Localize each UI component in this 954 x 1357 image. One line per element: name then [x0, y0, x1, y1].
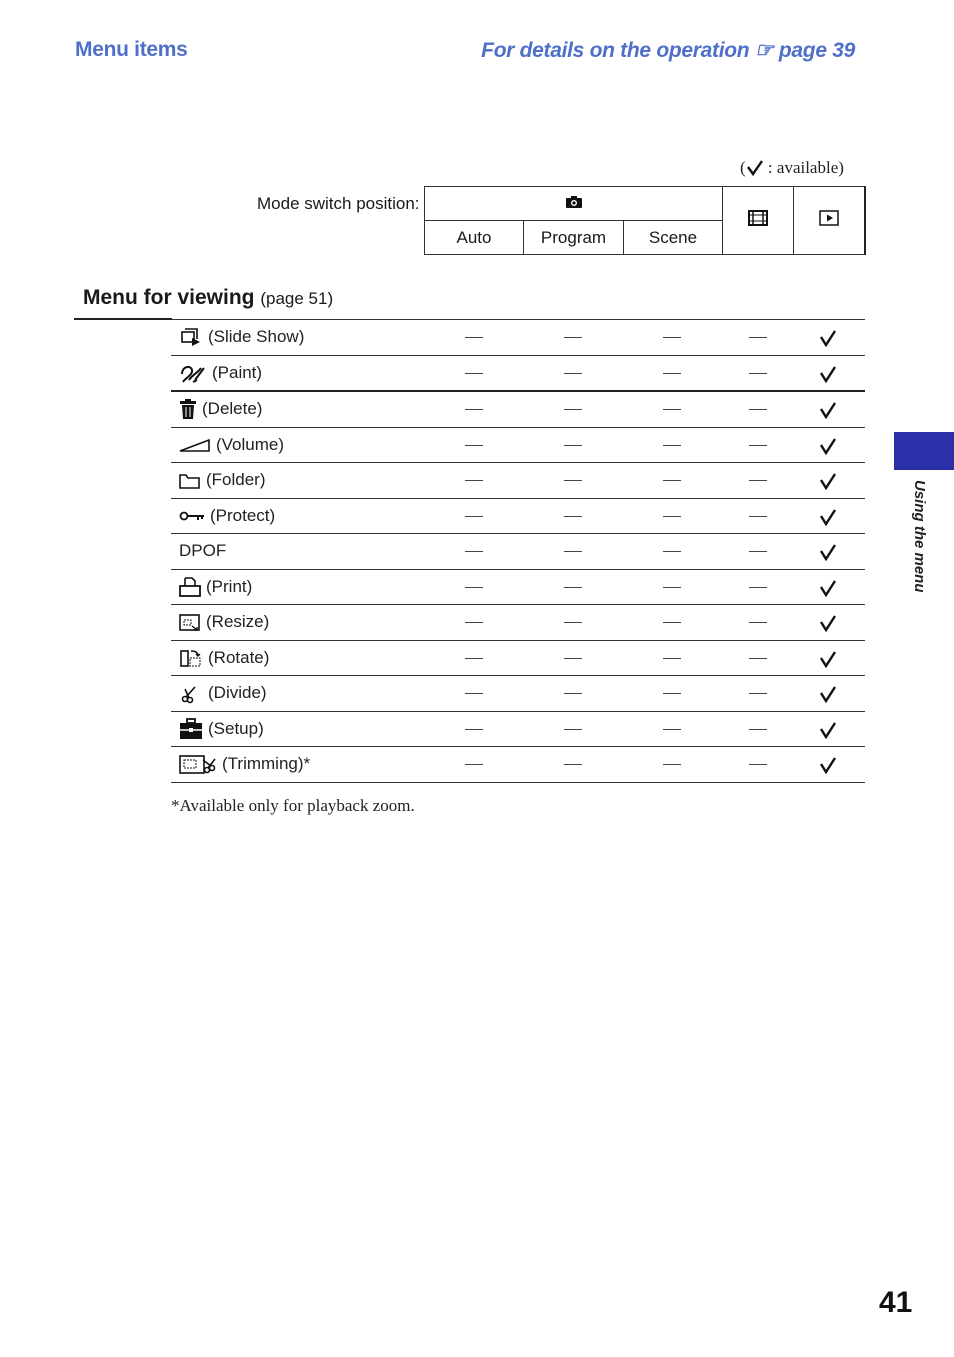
unavailable-dash — [564, 516, 582, 517]
camera-mode-cell — [425, 187, 723, 221]
unavailable-dash — [663, 516, 681, 517]
unavailable-dash — [749, 622, 767, 623]
list-item — [171, 570, 865, 606]
unavailable-dash — [663, 587, 681, 588]
item-label: (Trimming)* — [222, 754, 311, 774]
item-label: (Rotate) — [208, 647, 270, 667]
camera-icon — [565, 195, 583, 209]
unavailable-dash — [465, 409, 483, 410]
list-item — [171, 534, 865, 570]
unavailable-dash — [465, 658, 483, 659]
check-icon — [819, 543, 837, 561]
item-label: (Divide) — [208, 683, 267, 703]
unavailable-dash — [564, 658, 582, 659]
unavailable-dash — [749, 658, 767, 659]
unavailable-dash — [663, 693, 681, 694]
list-item — [171, 499, 865, 535]
mode-switch-label: Mode switch position: — [257, 194, 420, 213]
viewing-menu-title — [83, 286, 333, 310]
mode-auto: Auto — [425, 221, 524, 255]
item-label: (Paint) — [212, 362, 263, 382]
list-item — [171, 428, 865, 464]
item-label: (Delete) — [202, 399, 263, 419]
availability-legend — [740, 158, 844, 178]
item-name — [179, 356, 262, 391]
folder-icon — [179, 469, 201, 491]
check-icon — [819, 329, 837, 347]
unavailable-dash — [663, 337, 681, 338]
check-icon — [819, 508, 837, 526]
check-icon — [819, 685, 837, 703]
print-icon — [179, 576, 201, 598]
unavailable-dash — [564, 551, 582, 552]
item-name — [179, 392, 262, 427]
list-item — [171, 392, 865, 428]
item-label: (Print) — [206, 576, 253, 596]
list-item — [171, 356, 865, 393]
check-icon — [819, 472, 837, 490]
unavailable-dash — [564, 409, 582, 410]
item-name — [179, 499, 275, 534]
item-name — [179, 747, 310, 782]
unavailable-dash — [465, 693, 483, 694]
page-number: 41 — [879, 1286, 913, 1319]
list-item — [171, 320, 865, 356]
unavailable-dash — [465, 587, 483, 588]
item-name — [179, 570, 252, 605]
unavailable-dash — [749, 693, 767, 694]
unavailable-dash — [663, 729, 681, 730]
unavailable-dash — [749, 764, 767, 765]
mode-program: Program — [524, 221, 624, 255]
unavailable-dash — [465, 729, 483, 730]
check-icon — [819, 614, 837, 632]
unavailable-dash — [749, 337, 767, 338]
movie-icon — [748, 210, 768, 226]
item-label: (Volume) — [216, 434, 285, 454]
unavailable-dash — [465, 445, 483, 446]
unavailable-dash — [465, 764, 483, 765]
playback-mode-cell — [794, 187, 866, 255]
check-icon — [819, 650, 837, 668]
unavailable-dash — [749, 729, 767, 730]
footnote: *Available only for playback zoom. — [171, 796, 415, 815]
check-icon — [819, 721, 837, 739]
unavailable-dash — [749, 445, 767, 446]
toolbox-icon — [179, 718, 203, 740]
item-name — [179, 534, 226, 569]
item-label: (Setup) — [208, 718, 264, 738]
unavailable-dash — [465, 516, 483, 517]
unavailable-dash — [663, 658, 681, 659]
item-label: DPOF — [179, 541, 227, 561]
list-item — [171, 712, 865, 748]
unavailable-dash — [564, 693, 582, 694]
unavailable-dash — [663, 409, 681, 410]
rotate-icon — [179, 647, 203, 669]
movie-mode-cell — [723, 187, 794, 255]
scissors-icon — [179, 682, 203, 704]
unavailable-dash — [749, 373, 767, 374]
list-item — [171, 641, 865, 677]
unavailable-dash — [663, 480, 681, 481]
mode-switch-table — [424, 186, 866, 255]
unavailable-dash — [465, 622, 483, 623]
slideshow-icon — [179, 326, 203, 348]
item-name — [179, 605, 269, 640]
trash-icon — [179, 398, 197, 420]
unavailable-dash — [663, 373, 681, 374]
item-name — [179, 712, 264, 747]
unavailable-dash — [564, 337, 582, 338]
item-name — [179, 320, 304, 355]
operation-reference: For details on the operation ☞ page 39 — [481, 39, 855, 62]
unavailable-dash — [465, 480, 483, 481]
resize-icon — [179, 611, 201, 633]
item-label: (Folder) — [206, 470, 266, 490]
unavailable-dash — [465, 337, 483, 338]
legend-open-paren: ( — [740, 158, 746, 177]
playback-icon — [819, 210, 839, 226]
unavailable-dash — [663, 551, 681, 552]
list-item — [171, 463, 865, 499]
unavailable-dash — [564, 445, 582, 446]
trimming-icon — [179, 753, 217, 775]
unavailable-dash — [564, 480, 582, 481]
list-item — [171, 747, 865, 783]
item-label: (Slide Show) — [208, 327, 305, 347]
unavailable-dash — [749, 587, 767, 588]
key-icon — [179, 505, 205, 527]
unavailable-dash — [663, 445, 681, 446]
check-icon — [819, 437, 837, 455]
unavailable-dash — [465, 373, 483, 374]
unavailable-dash — [564, 764, 582, 765]
unavailable-dash — [564, 373, 582, 374]
unavailable-dash — [564, 622, 582, 623]
unavailable-dash — [749, 551, 767, 552]
viewing-menu-page-ref: (page 51) — [260, 289, 334, 308]
item-label: (Protect) — [210, 505, 276, 525]
unavailable-dash — [663, 764, 681, 765]
volume-icon — [179, 434, 211, 456]
unavailable-dash — [564, 587, 582, 588]
item-name — [179, 676, 267, 711]
check-icon — [819, 401, 837, 419]
list-item — [171, 605, 865, 641]
check-icon — [819, 756, 837, 774]
list-item — [171, 676, 865, 712]
check-icon — [746, 160, 764, 176]
viewing-menu-heading: Menu for viewing — [83, 286, 255, 309]
unavailable-dash — [465, 551, 483, 552]
item-label: (Resize) — [206, 612, 270, 632]
unavailable-dash — [749, 480, 767, 481]
side-tab-marker — [894, 432, 954, 470]
check-icon — [819, 365, 837, 383]
section-rule — [74, 318, 172, 320]
side-tab-label: Using the menu — [911, 480, 928, 593]
unavailable-dash — [564, 729, 582, 730]
check-icon — [819, 579, 837, 597]
unavailable-dash — [749, 516, 767, 517]
unavailable-dash — [663, 622, 681, 623]
item-name — [179, 641, 269, 676]
item-name — [179, 428, 284, 463]
viewing-menu-list — [171, 319, 865, 783]
item-name — [179, 463, 266, 498]
section-header: Menu items — [75, 38, 188, 61]
paint-icon — [179, 362, 207, 384]
legend-text: : available) — [763, 158, 844, 177]
mode-scene: Scene — [624, 221, 723, 255]
unavailable-dash — [749, 409, 767, 410]
